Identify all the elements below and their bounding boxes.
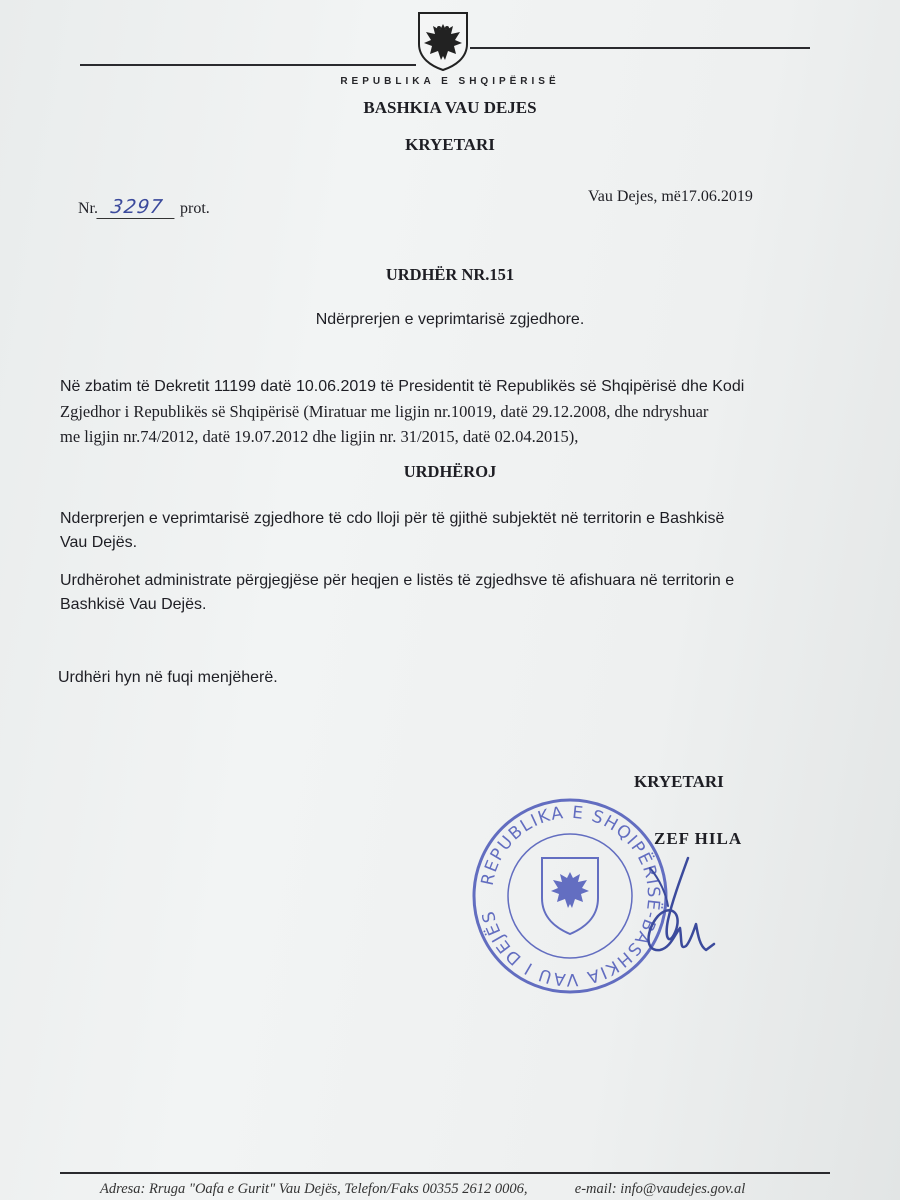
preamble-line-2: Zgjedhor i Republikës së Shqipërisë (Miratuar me ligjin nr.10019, datë 29.12.2008, dhe ndryshuar: [60, 402, 709, 421]
preamble-line-3: me ligjin nr.74/2012, datë 19.07.2012 dhe ligjin nr. 31/2015, datë 02.04.2015),: [60, 427, 579, 446]
handwritten-signature: [610, 850, 730, 970]
point-2-line-1: Urdhërohet administrate përgjegjëse për heqjen e listës të zgjedhsve të afishuara në territorin e: [60, 572, 735, 589]
footer-rule: [60, 1172, 830, 1174]
header-rule-right: [470, 47, 810, 49]
republic-name: REPUBLIKA E SHQIPËRISË: [340, 76, 560, 87]
place-date: Vau Dejes, më17.06.2019: [588, 188, 753, 205]
signatory-title: KRYETARI: [634, 772, 724, 791]
protocol-suffix: prot.: [180, 200, 210, 217]
preamble-line-1: Në zbatim të Dekretit 11199 datë 10.06.2019 të Presidentit të Republikës së Shqipërisë dhe Kodi: [60, 378, 745, 395]
point-1-line-2: Vau Dejës.: [60, 534, 138, 551]
effect-statement: Urdhëri hyn në fuqi menjëherë.: [58, 669, 278, 686]
order-subject: Ndërprerjen e veprimtarisë zgjedhore.: [315, 311, 585, 328]
protocol-number-row: [78, 196, 210, 219]
decree-heading: URDHËROJ: [403, 462, 497, 481]
office-title: KRYETARI: [405, 135, 495, 154]
svg-text:REPUBLIKA E SHQIPËRISË-BASHKIA: REPUBLIKA E SHQIPËRISË-BASHKIA VAU I DEJËS: [477, 802, 664, 990]
signatory-name: ZEF HILA: [654, 829, 743, 848]
point-1-line-1: Nderprerjen e veprimtarisë zgjedhore të cdo lloji për të gjithë subjektët në territorin e Bashkisë: [60, 510, 725, 527]
header-rule-left: [80, 64, 416, 66]
protocol-prefix: Nr.: [78, 200, 98, 217]
footer-address-text: Adresa: Rruga "Oafa e Gurit" Vau Dejës, Telefon/Faks 00355 2612 0006,: [100, 1181, 528, 1197]
footer-email: e-mail: info@vaudejes.gov.al: [574, 1181, 746, 1197]
point-2-line-2: Bashkisë Vau Dejës.: [60, 596, 207, 613]
coat-of-arms-icon: [415, 10, 471, 72]
order-title: URDHËR NR.151: [385, 265, 515, 284]
protocol-number-handwritten: 3297: [96, 196, 177, 219]
municipality-name: BASHKIA VAU DEJES: [363, 98, 537, 117]
footer-address: [100, 1181, 745, 1198]
